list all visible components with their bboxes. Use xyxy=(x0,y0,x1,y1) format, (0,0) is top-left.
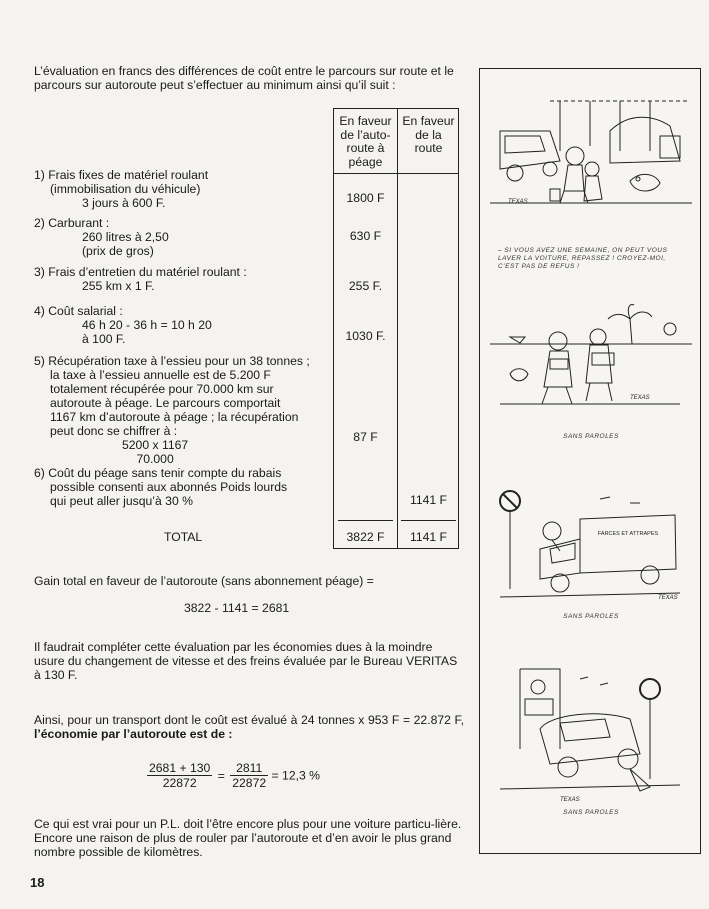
total-rule-2 xyxy=(401,520,456,521)
item-2: 2) Carburant : 260 litres à 2,50 (prix de gros) xyxy=(34,216,169,258)
cartoon-crashed-car xyxy=(480,659,702,809)
van-sign: FARCES ET ATTRAPES xyxy=(597,531,659,537)
cost-table xyxy=(333,108,459,549)
value-2: 630 F xyxy=(349,229,382,243)
cartoon-1-caption: – SI VOUS AVEZ UNE SEMAINE, ON PEUT VOUS LAVER LA VOITURE, REPASSEZ ! CROYEZ-MOI, C’EST PAS DE REFUS ! xyxy=(498,247,668,270)
cartoon-van xyxy=(480,479,702,609)
total-label: TOTAL xyxy=(164,530,203,544)
ainsi-bold: l’économie par l’autoroute est de : xyxy=(34,727,233,741)
gain-formula: 3822 - 1141 = 2681 xyxy=(184,601,290,615)
signature-4: TEXAS xyxy=(560,797,580,803)
col2-header: En faveur de la route xyxy=(402,114,455,155)
economy-formula: $\frac{2681 + 130}{22872}$ = $\frac{2811}{22872}$ = 12,3 % xyxy=(149,761,320,790)
veritas-paragraph: Il faudrait compléter cette évaluation par les économies dues à la moindre usure du changement de vitesse et des freins évaluée par le Bureau VERITAS à 130 F. xyxy=(34,640,458,682)
value-4: 1030 F. xyxy=(345,329,386,343)
signature-1: TEXAS xyxy=(508,199,528,205)
cartoon-beach xyxy=(480,279,702,429)
table-column-divider xyxy=(397,109,398,548)
value-3: 255 F. xyxy=(348,279,383,293)
col1-header: En faveur de l’auto- route à péage xyxy=(339,114,392,169)
page-number: 18 xyxy=(30,875,45,890)
item-4: 4) Coût salarial : 46 h 20 - 36 h = 10 h 20 à 100 F. xyxy=(34,304,212,346)
value-6: 1141 F xyxy=(409,493,448,507)
total-col2: 1141 F xyxy=(409,530,448,544)
gain-text: Gain total en faveur de l’autoroute (sans abonnement péage) = xyxy=(34,574,374,588)
value-5: 87 F xyxy=(353,430,378,444)
cartoon-2-caption: SANS PAROLES xyxy=(563,433,619,440)
cartoon-service-station xyxy=(480,91,702,239)
item-1: 1) Frais fixes de matériel roulant (immobilisation du véhicule) 3 jours à 600 F. xyxy=(34,168,209,210)
item-5-fraction: 5200 x 1167 70.000 xyxy=(122,438,189,466)
signature-3: TEXAS xyxy=(658,595,678,601)
item-5: 5) Récupération taxe à l’essieu pour un 38 tonnes ; la taxe à l’essieu annuelle est de 5.200 F totalement récupérée pour 70.000 km sur autoroute à péage. Le parcours comportait 1167 km d’autoroute à péage ; la récupération peut donc se chiffrer à : 5200 x 1167 70.000 xyxy=(34,354,334,466)
item-3: 3) Frais d’entretien du matériel roulant : 255 km x 1 F. xyxy=(34,265,247,293)
cartoon-4-caption: SANS PAROLES xyxy=(563,809,619,816)
ainsi-paragraph: Ainsi, pour un transport dont le coût est évalué à 24 tonnes x 953 F = 22.872 F, l’économie par l’autoroute est de : xyxy=(34,713,464,741)
value-1: 1800 F xyxy=(346,191,385,205)
item-6: 6) Coût du péage sans tenir compte du rabais possible consenti aux abonnés Poids lourds qui peut aller jusqu’à 30 % xyxy=(34,466,288,508)
signature-2: TEXAS xyxy=(630,395,650,401)
cartoon-panel xyxy=(479,68,701,854)
total-col1: 3822 F xyxy=(346,530,385,544)
table-header-divider xyxy=(334,173,458,174)
closing-paragraph: Ce qui est vrai pour un P.L. doit l’être encore plus pour une voiture particu-lière. Encore une raison de plus de rouler par l’autoroute et d’en avoir le plus grand nombre possible de kilomètres. xyxy=(34,817,462,859)
intro-paragraph: L’évaluation en francs des différences de coût entre le parcours sur route et le parcours sur autoroute peut s’effectuer au minimum ainsi qu’il suit : xyxy=(34,64,454,92)
total-rule-1 xyxy=(338,520,393,521)
cartoon-3-caption: SANS PAROLES xyxy=(563,613,619,620)
